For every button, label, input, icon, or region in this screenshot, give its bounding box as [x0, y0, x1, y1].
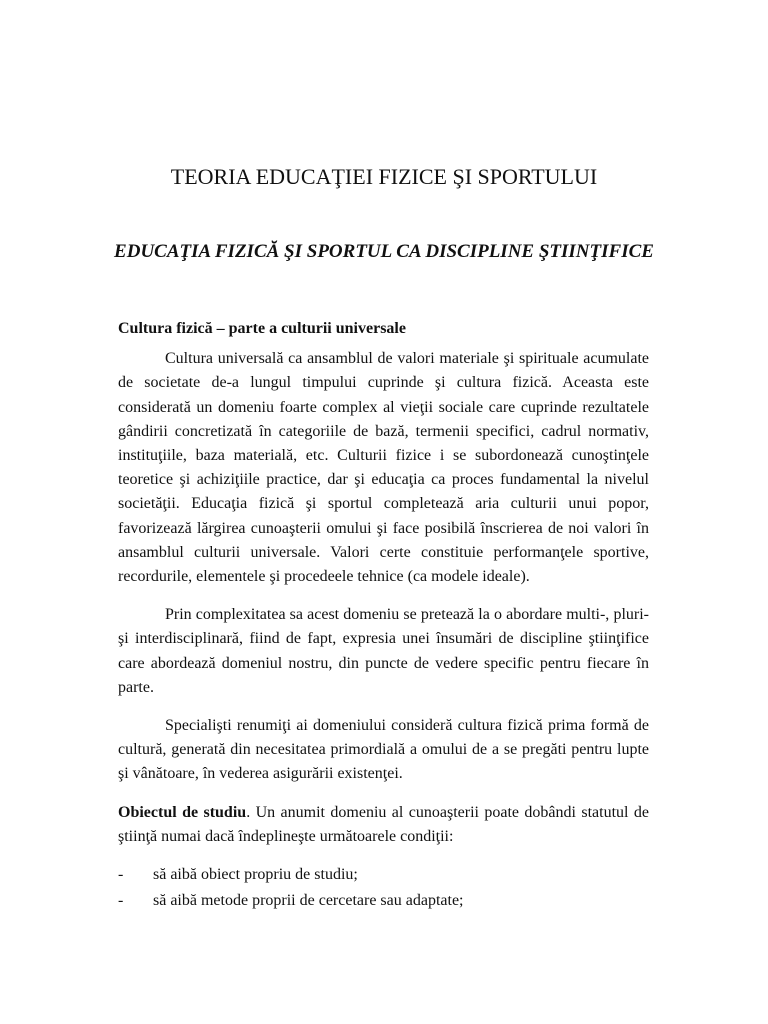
paragraph-cultura-universala: Cultura universală ca ansamblul de valori materiale şi spirituale acumulate de societate de-a lungul timpului cuprinde şi cultura fizică. Aceasta este considerată un domeniu foarte complex al vieţii sociale care cuprinde rezultatele gândirii concretizată în categoriile de bază, termenii specifici, cadrul normativ, instituţiile, baza materială, etc. Culturii fizice i se subordonează cunoştinţele teoretice şi achiziţiile practice, dar şi educaţia ca proces fundamental la nivelul societăţii. Educaţia fizică şi sportul completează aria culturii unui popor, favorizează lărgirea cunoaşterii omului şi face posibilă înscrierea de noi valori în ansamblul culturii universale. Valori certe constituie performanţele sportive, recordurile, elementele şi procedeele tehnice (ca modele ideale). [118, 350, 649, 586]
paragraph-obiectul-de-studiu [118, 801, 649, 849]
document-title: TEORIA EDUCAŢIEI FIZICE ŞI SPORTULUI [170, 164, 598, 189]
paragraph-specialisti: Specialişti renumiţi ai domeniului consideră cultura fizică prima formă de cultură, generată din necesitatea primordială a omului de a se pregăti pentru lupte şi vânătoare, în vederea asigurării existenţei. [118, 717, 649, 783]
obiectul-de-studiu-lead: Obiectul de studiu [118, 803, 247, 821]
list-item-text: să aibă obiect propriu de studiu; [153, 866, 358, 884]
document-body [118, 317, 649, 915]
paragraph-complexitate: Prin complexitatea sa acest domeniu se pretează la o abordare multi-, pluri- şi interdisciplinară, fiind de fapt, expresia unei însumări de discipline ştiinţifice care abordează domeniul nostru, din puncte de vedere specific pentru fiecare în parte. [118, 606, 649, 696]
list-item [118, 863, 649, 887]
bullet-dash: - [118, 866, 124, 884]
document-subtitle: EDUCAŢIA FIZICĂ ŞI SPORTUL CA DISCIPLINE ŞTIINŢIFICE [114, 241, 654, 262]
section-heading: Cultura fizică – parte a culturii universale [118, 320, 406, 337]
obiectul-de-studiu-text: . Un anumit domeniu al cunoaşterii poate dobândi statutul de ştiinţă numai dacă îndeplineşte următoarele condiţii: [118, 803, 650, 845]
bullet-dash: - [118, 892, 124, 910]
conditions-list [118, 863, 649, 913]
list-item-text: să aibă metode proprii de cercetare sau adaptate; [153, 892, 464, 910]
list-item [118, 889, 649, 913]
